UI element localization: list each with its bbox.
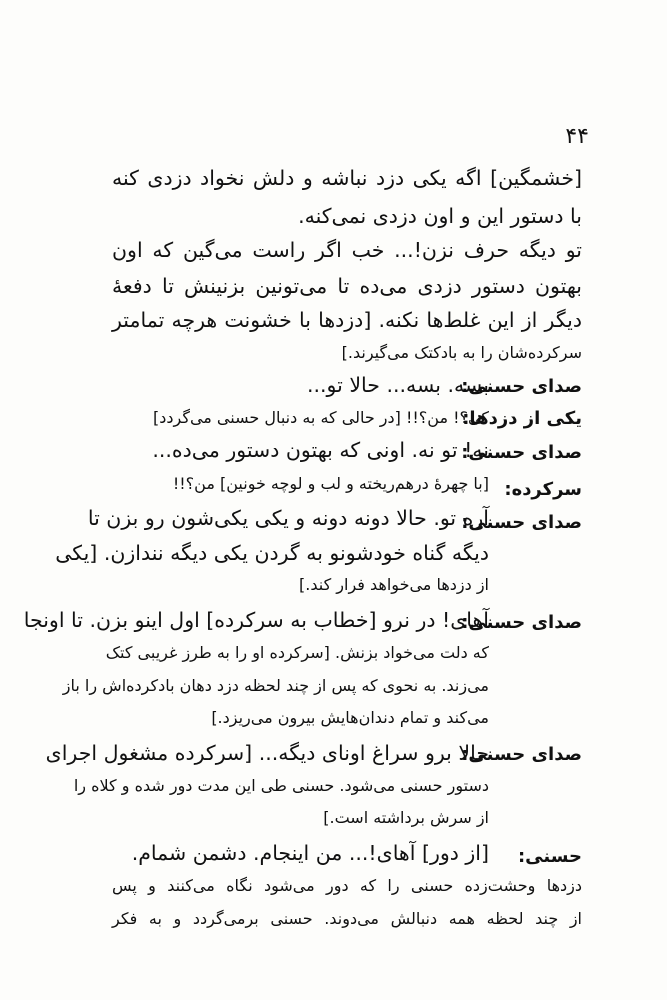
dialogue-line: [با چهرهٔ درهم‌ریخته و لب و لوچه خونین] من؟!!	[172, 474, 489, 493]
speaker-label: حسنی:	[517, 846, 582, 867]
dialogue-line: از سرش برداشته است.]	[323, 808, 489, 827]
dialogue-line: دیگه گناه خودشونو به گردن یکی دیگه نندازن. [یکی	[55, 541, 489, 565]
speaker-label: صدای حسنی:	[461, 442, 582, 463]
text-line: سرکرده‌شان را به بادکتک می‌گیرند.]	[341, 343, 582, 362]
speaker-label: یکی از دزدها:	[462, 408, 582, 429]
dialogue-line: دستور حسنی می‌شود. حسنی طی این مدت دور شده و کلاه را	[73, 776, 489, 795]
dialogue-line: می‌زند. به نحوی که پس از چند لحظه دزد دهان بادکرده‌اش را باز	[62, 676, 489, 695]
speaker-label: صدای حسنی:	[461, 512, 582, 533]
dialogue-line: [از دور] آهای!... من اینجام. دشمن شمام.	[131, 841, 489, 865]
speaker-label: صدای حسنی:	[461, 744, 582, 765]
dialogue-line: از دزدها می‌خواهد فرار کند.]	[299, 575, 489, 594]
dialogue-line: نه! تو نه. اونی که بهتون دستور می‌ده...	[152, 438, 489, 462]
dialogue-line: حالا برو سراغ اونای دیگه... [سرکرده مشغول اجرای	[45, 741, 489, 765]
dialogue-line: کی؟! من؟!! [در حالی که به دنبال حسنی می‌گردد]	[153, 408, 489, 427]
text-line: بهتون دستور دزدی می‌ده تا می‌تونین بزنینش تا دفعهٔ	[112, 274, 582, 298]
text-line: دیگر از این غلط‌ها نکنه. [دزدها با خشونت هرچه تمامتر	[112, 308, 582, 332]
text-line: با دستور این و اون دزدی نمی‌کنه.	[298, 204, 582, 228]
dialogue-line: که دلت می‌خواد بزنش. [سرکرده او را به طرز غریبی کتک	[105, 643, 489, 662]
speaker-label: صدای حسنی:	[461, 376, 582, 397]
speaker-label: سرکرده:	[504, 479, 582, 500]
dialogue-line: می‌کند و تمام دندان‌هایش بیرون می‌ریزد.]	[211, 708, 489, 727]
stage-direction-line: از چند لحظه همه دنبالش می‌دوند. حسنی برمی‌گردد و به فکر	[112, 909, 582, 928]
text-line: [خشمگین] اگه یکی دزد نباشه و دلش نخواد دزدی کنه	[112, 166, 582, 190]
dialogue-line: آره تو. حالا دونه دونه و یکی یکی‌شون رو بزن تا	[87, 506, 489, 530]
text-line: تو دیگه حرف نزن!... خب اگر راست می‌گین که اون	[112, 238, 582, 262]
page-number: ۴۴	[565, 124, 589, 149]
dialogue-line: بسه. بسه... حالا تو...	[306, 373, 489, 397]
speaker-label: صدای حسنی:	[461, 612, 582, 633]
dialogue-line: آهای! در نرو [خطاب به سرکرده] اول اینو بزن. تا اونجا	[23, 608, 489, 632]
stage-direction-line: دزدها وحشت‌زده حسنی را که دور می‌شود نگاه می‌کنند و پس	[112, 876, 582, 895]
